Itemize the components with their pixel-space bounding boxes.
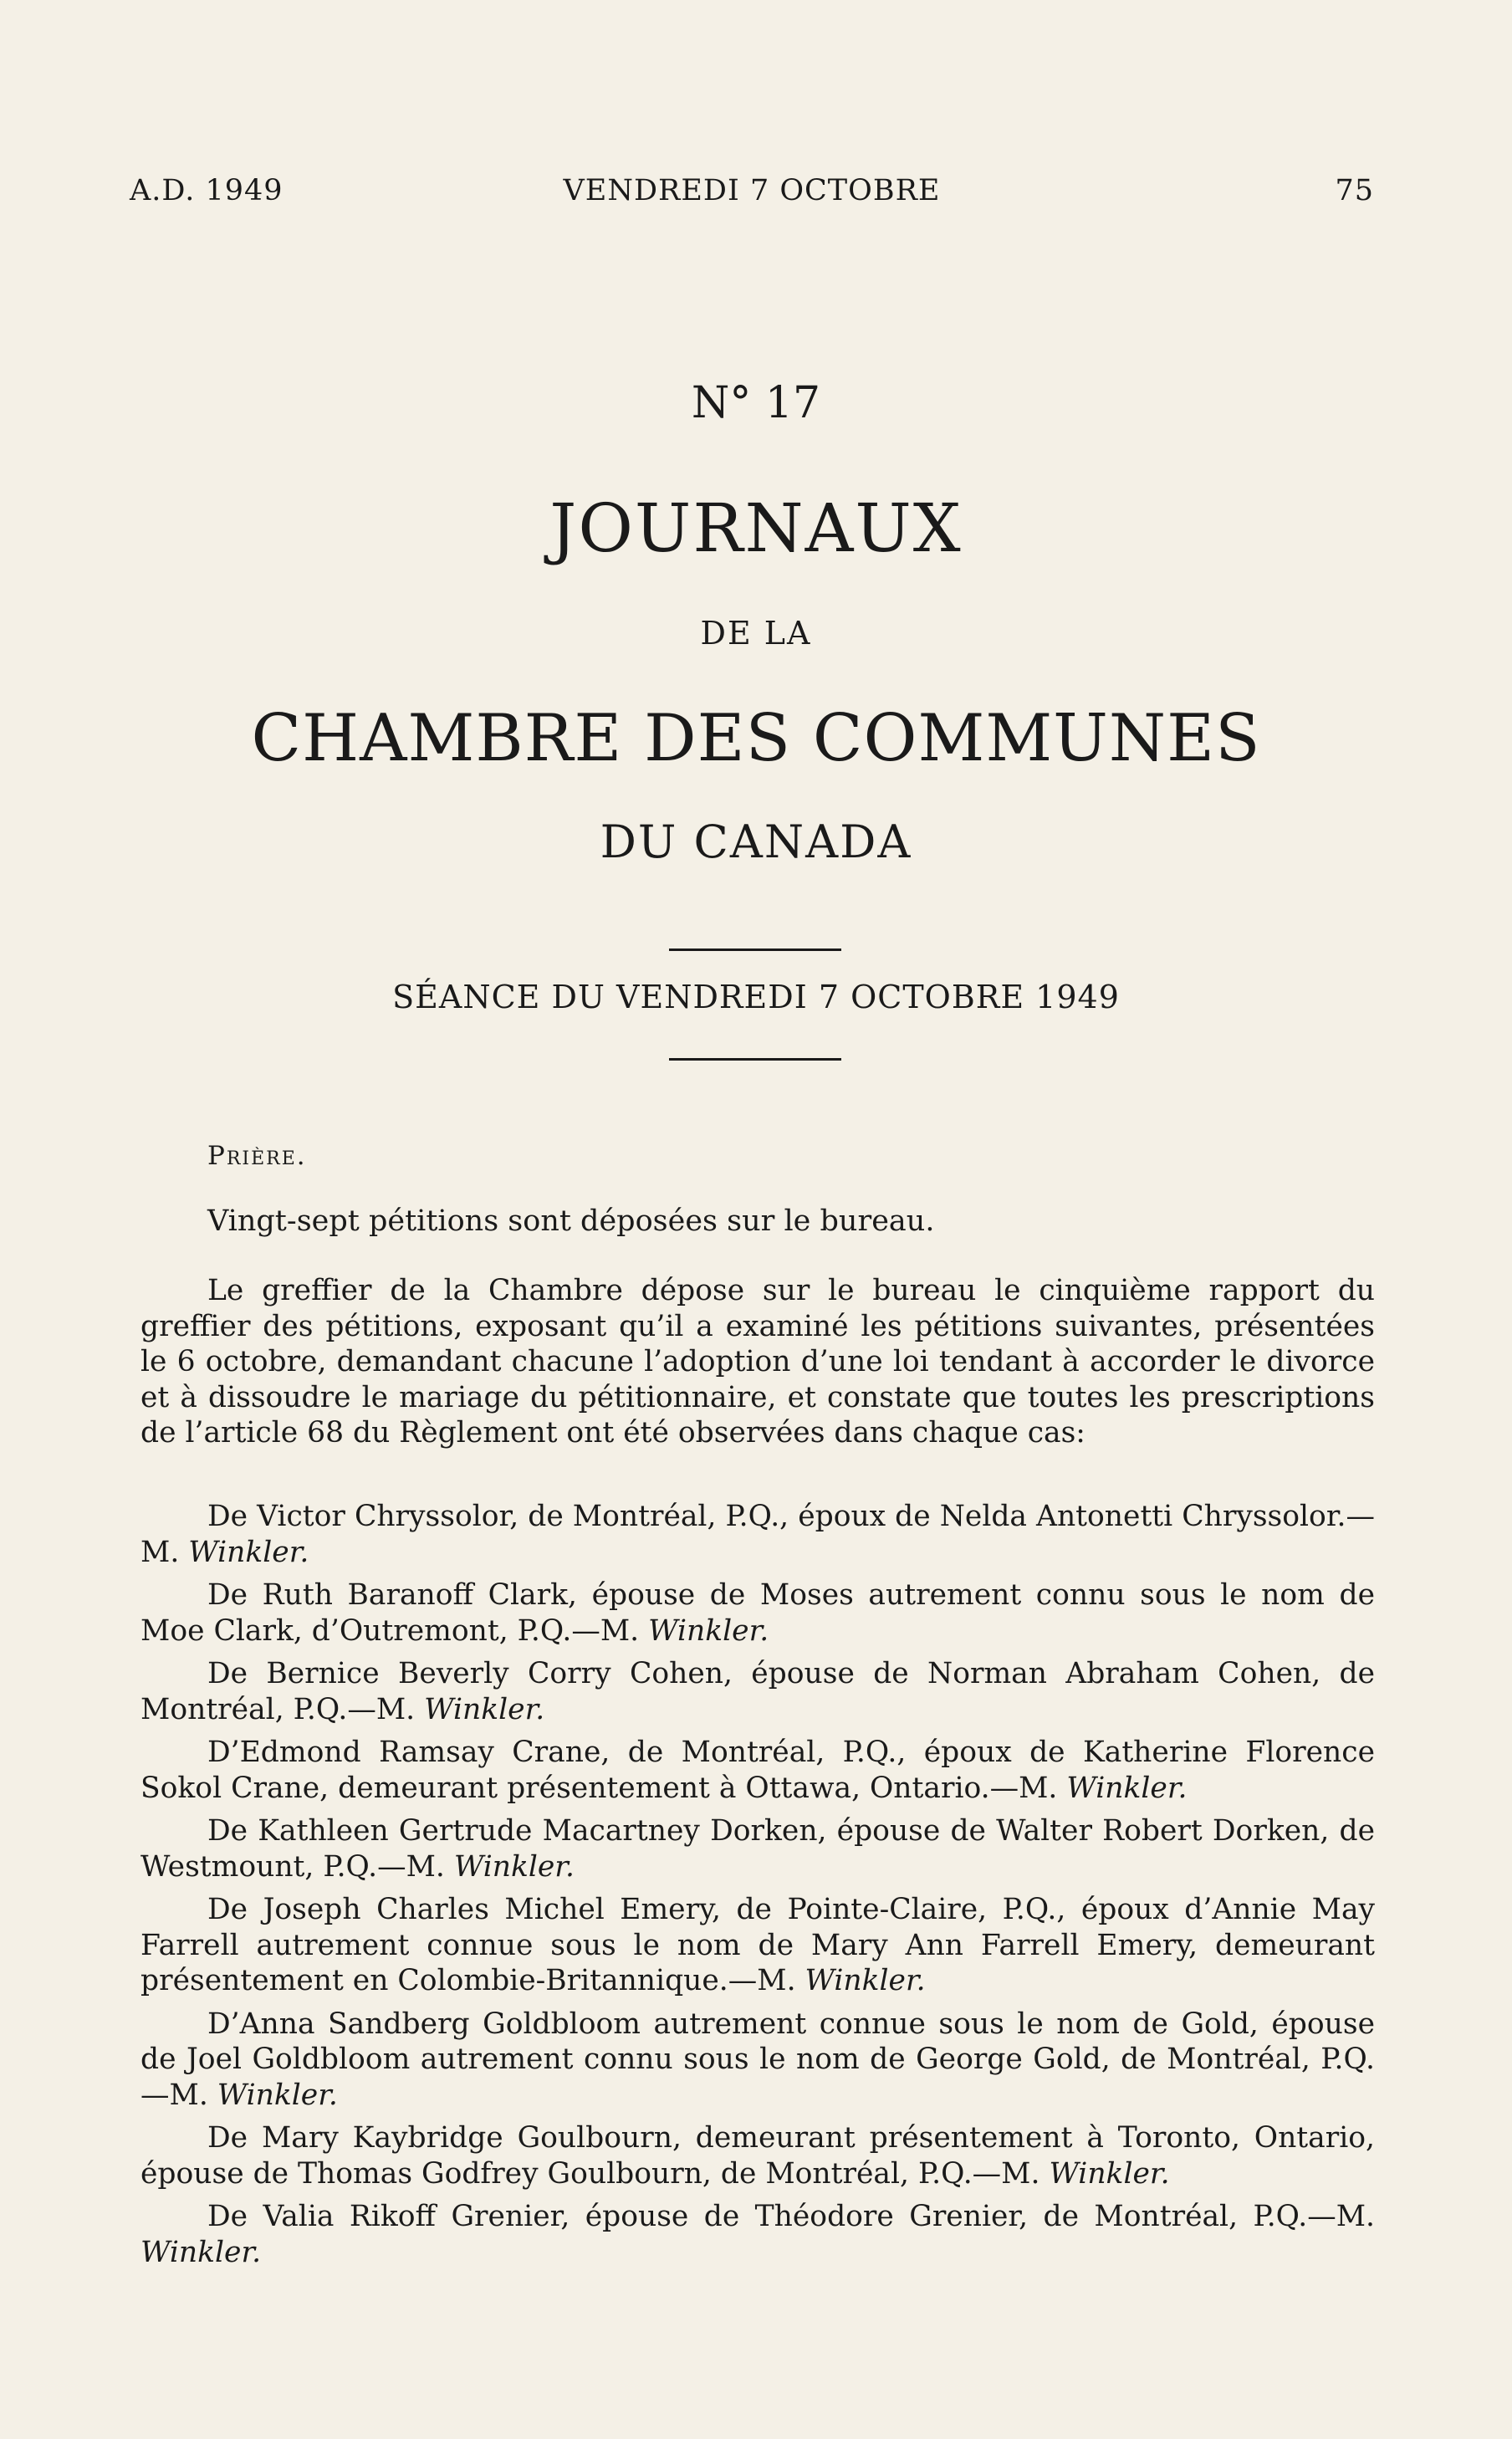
petition-item: [140, 1656, 1375, 1727]
petitions-deposed: Vingt-sept pétitions sont déposées sur le bureau.: [207, 1204, 935, 1238]
header-year: A.D. 1949: [130, 174, 284, 207]
title-de-la: DE LA: [700, 615, 812, 652]
member-name: Winkler.: [424, 1692, 545, 1726]
member-name: Winkler.: [805, 1964, 926, 1997]
header-date: VENDREDI 7 OCTOBRE: [563, 174, 941, 207]
petition-item: [140, 2120, 1375, 2191]
title-chambre: CHAMBRE DES COMMUNES: [251, 701, 1261, 776]
title-canada: DU CANADA: [600, 816, 912, 868]
petition-text: De Joseph Charles Michel Emery, de Pointe-Claire, P.Q., époux d’Annie May Farrell autrement connue sous le nom de Mary Ann Farrell Emery, demeurant présentement en Colombie-Britannique.—M.: [140, 1893, 1375, 1997]
prayer-heading: Prière.: [207, 1141, 307, 1171]
journal-number: N° 17: [691, 378, 821, 428]
petition-item: [140, 2199, 1375, 2270]
petition-item: [140, 1735, 1375, 1806]
title-journaux: JOURNAUX: [549, 489, 963, 567]
petition-text: De Kathleen Gertrude Macartney Dorken, épouse de Walter Robert Dorken, de Westmount, P.Q.—M.: [140, 1814, 1375, 1884]
petition-text: De Ruth Baranoff Clark, épouse de Moses autrement connu sous le nom de Moe Clark, d’Outremont, P.Q.—M.: [140, 1578, 1375, 1648]
petition-item: [140, 1577, 1375, 1649]
petition-item: [140, 1499, 1375, 1570]
sitting-title: SÉANCE DU VENDREDI 7 OCTOBRE 1949: [392, 979, 1120, 1015]
page-number: 75: [1335, 174, 1374, 207]
member-name: Winkler.: [140, 2235, 262, 2269]
petition-item: [140, 1813, 1375, 1884]
petition-text: De Valia Rikoff Grenier, épouse de Théodore Grenier, de Montréal, P.Q.—M.: [207, 2200, 1375, 2233]
divider-bottom: [669, 1058, 841, 1061]
member-name: Winkler.: [1066, 1771, 1188, 1805]
member-name: Winkler.: [188, 1535, 309, 1569]
petition-text: De Mary Kaybridge Goulbourn, demeurant présentement à Toronto, Ontario, épouse de Thomas Godfrey Goulbourn, de Montréal, P.Q.—M.: [140, 2121, 1375, 2191]
petition-text: D’Anna Sandberg Goldbloom autrement connue sous le nom de Gold, épouse de Joel Goldbloom autrement connu sous le nom de George Gold, de Montréal, P.Q.—M.: [140, 2007, 1375, 2112]
member-name: Winkler.: [1049, 2156, 1170, 2191]
divider-top: [669, 949, 841, 951]
petition-item: [140, 1892, 1375, 1999]
petition-text: De Victor Chryssolor, de Montréal, P.Q., époux de Nelda Antonetti Chryssolor.—M.: [140, 1500, 1375, 1569]
member-name: Winkler.: [217, 2078, 338, 2112]
report-text: Le greffier de la Chambre dépose sur le bureau le cinquième rapport du greffier des pétitions, exposant qu’il a examiné les pétitions suivantes, présentées le 6 octobre, demandant chacune l’adoption d’une loi tendant à accorder le divorce et à dissoudre le mariage du pétitionnaire, et constate que toutes les prescriptions de l’article 68 du Règlement ont été observées dans chaque cas:: [140, 1274, 1375, 1450]
member-name: Winkler.: [453, 1849, 575, 1884]
clerk-report-paragraph: [140, 1273, 1375, 1451]
petition-item: [140, 2007, 1375, 2114]
petition-list: [140, 1499, 1375, 2278]
petition-text: De Bernice Beverly Corry Cohen, épouse de Norman Abraham Cohen, de Montréal, P.Q.—M.: [140, 1657, 1375, 1726]
member-name: Winkler.: [648, 1613, 769, 1648]
petition-text: D’Edmond Ramsay Crane, de Montréal, P.Q., époux de Katherine Florence Sokol Crane, demeurant présentement à Ottawa, Ontario.—M.: [140, 1736, 1375, 1805]
